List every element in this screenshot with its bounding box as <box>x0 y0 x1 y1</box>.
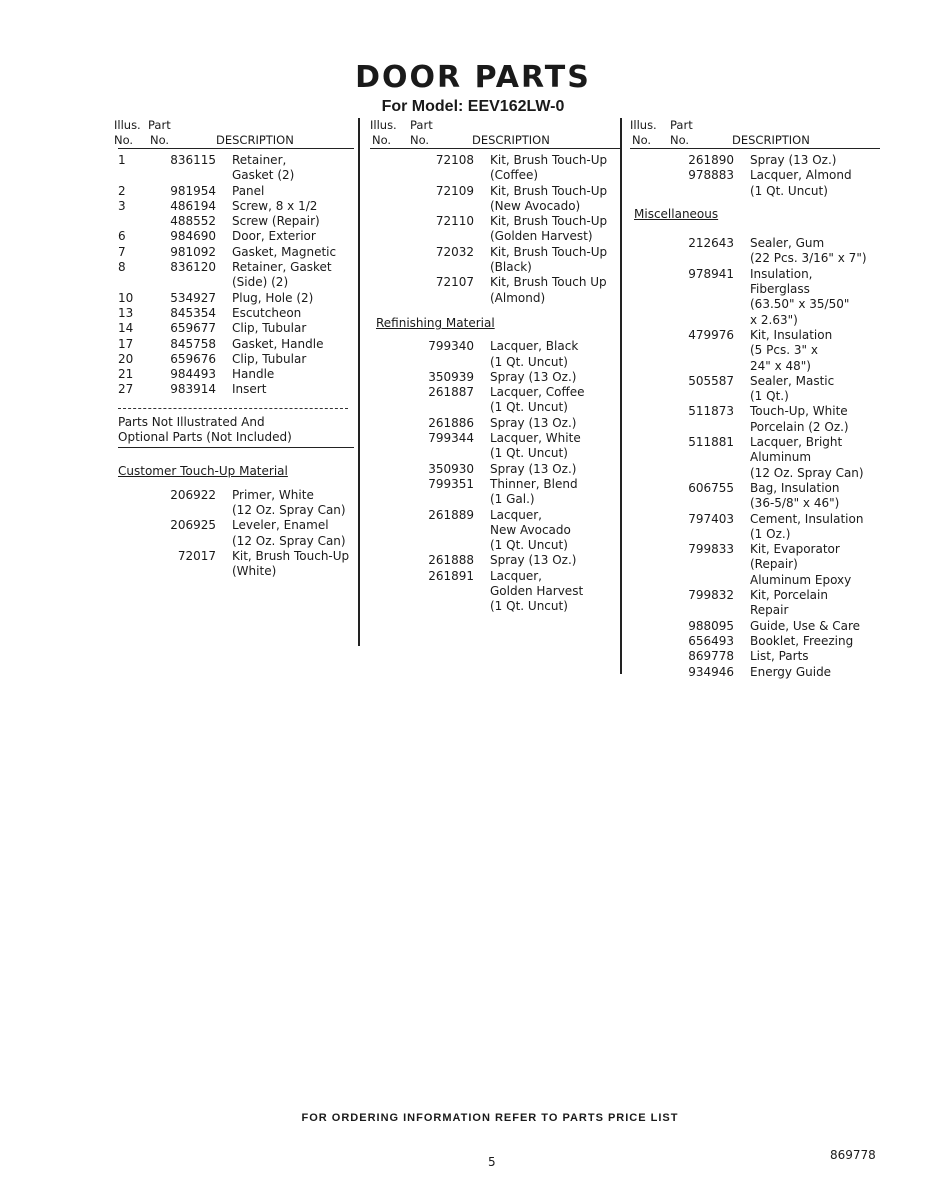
part-description: Gasket, Magnetic <box>232 244 337 259</box>
part-number: 984690 <box>170 229 216 244</box>
parts-row <box>118 245 354 260</box>
illus-header: Illus. <box>630 118 657 132</box>
part-number: 261886 <box>428 415 474 430</box>
part-number: 799344 <box>428 431 474 446</box>
part-description: Kit, Porcelain Repair <box>750 588 828 618</box>
illus-number: 17 <box>118 336 134 351</box>
illus-header: Illus. <box>370 118 397 132</box>
parts-row <box>370 477 620 508</box>
illus-no-header: No. <box>632 133 652 147</box>
description-header: DESCRIPTION <box>732 133 810 147</box>
part-description: Clip, Tubular <box>232 351 307 366</box>
part-number: 799340 <box>428 339 474 354</box>
illus-number: 7 <box>118 244 126 259</box>
illus-number: 8 <box>118 260 126 275</box>
parts-row <box>630 542 880 588</box>
section-title-miscellaneous: Miscellaneous <box>634 206 719 221</box>
parts-row <box>630 634 880 649</box>
part-header: Part <box>410 118 433 132</box>
part-number: 534927 <box>170 290 216 305</box>
parts-column-3 <box>630 118 880 680</box>
part-no-header: No. <box>410 133 430 147</box>
part-number: 659676 <box>170 351 216 366</box>
part-number: 978941 <box>688 266 734 281</box>
parts-row <box>370 245 620 276</box>
part-description: Door, Exterior <box>232 229 316 244</box>
description-header: DESCRIPTION <box>216 133 294 147</box>
parts-row <box>630 267 880 328</box>
part-description: Kit, Evaporator (Repair) Aluminum Epoxy <box>750 542 852 587</box>
parts-row <box>118 337 354 352</box>
parts-row <box>630 374 880 405</box>
part-description: Cement, Insulation (1 Oz.) <box>750 511 864 541</box>
part-number: 845758 <box>170 336 216 351</box>
part-number: 511881 <box>688 435 734 450</box>
section-title-touch-up: Customer Touch-Up Material <box>118 464 288 479</box>
parts-row <box>370 184 620 215</box>
part-description: Retainer, Gasket (Side) (2) <box>232 260 332 290</box>
parts-row <box>630 512 880 543</box>
parts-column-1 <box>114 118 354 579</box>
parts-row <box>118 199 354 214</box>
model-subtitle: For Model: EEV162LW-0 <box>381 98 565 115</box>
note-line-2: Optional Parts (Not Included) <box>118 430 354 448</box>
part-description: Guide, Use & Care <box>750 618 861 633</box>
part-description: Retainer, Gasket (2) <box>232 153 295 183</box>
parts-row <box>118 229 354 244</box>
illus-number: 21 <box>118 367 134 382</box>
part-description: Plug, Hole (2) <box>232 290 314 305</box>
part-description: Insulation, Fiberglass (63.50" x 35/50" x 2.63") <box>750 266 850 327</box>
part-number: 836120 <box>170 260 216 275</box>
part-number: 799833 <box>688 542 734 557</box>
part-number: 72017 <box>177 548 216 563</box>
part-number: 934946 <box>688 664 734 679</box>
parts-list <box>118 153 354 398</box>
parts-list <box>370 153 620 306</box>
parts-row <box>370 569 620 615</box>
part-number: 72108 <box>435 153 474 167</box>
part-number: 869778 <box>688 649 734 664</box>
part-number: 511873 <box>688 404 734 419</box>
parts-row <box>118 549 354 580</box>
part-number: 845354 <box>170 305 216 320</box>
part-description: Lacquer, New Avocado (1 Qt. Uncut) <box>490 507 571 553</box>
part-number: 836115 <box>170 153 216 167</box>
parts-row <box>118 352 354 367</box>
section-title-refinishing: Refinishing Material <box>376 315 495 330</box>
part-number: 984493 <box>170 367 216 382</box>
column-header-top <box>370 118 620 133</box>
part-header: Part <box>670 118 693 132</box>
parts-row <box>630 481 880 512</box>
column-header-bottom <box>114 133 354 149</box>
part-description: Lacquer, Golden Harvest (1 Qt. Uncut) <box>490 568 584 614</box>
part-number: 72110 <box>435 214 474 229</box>
part-number: 981092 <box>170 244 216 259</box>
parts-row <box>118 291 354 306</box>
parts-row <box>630 236 880 267</box>
part-number: 659677 <box>170 321 216 336</box>
part-number: 72032 <box>435 244 474 259</box>
part-description: Insert <box>232 382 267 397</box>
part-no-header: No. <box>150 133 170 147</box>
description-header: DESCRIPTION <box>472 133 550 147</box>
parts-row <box>630 328 880 374</box>
column-divider-2 <box>620 118 622 674</box>
part-description: Thinner, Blend (1 Gal.) <box>490 476 578 507</box>
part-number: 488552 <box>170 214 216 229</box>
parts-row <box>630 404 880 435</box>
parts-row <box>630 588 880 619</box>
parts-row <box>118 488 354 519</box>
document-number: 869778 <box>830 1148 876 1162</box>
part-number: 981954 <box>170 183 216 198</box>
miscellaneous-list <box>630 236 880 680</box>
part-description: Spray (13 Oz.) <box>490 461 577 476</box>
part-number: 656493 <box>688 633 734 648</box>
part-description: Lacquer, Coffee (1 Qt. Uncut) <box>490 385 585 415</box>
parts-row <box>370 370 620 385</box>
part-description: Escutcheon <box>232 305 302 320</box>
part-description: Screw, 8 x 1/2 <box>232 198 318 213</box>
parts-row <box>630 619 880 634</box>
part-number: 261887 <box>428 385 474 400</box>
part-description: Booklet, Freezing <box>750 633 854 648</box>
parts-row <box>370 416 620 431</box>
part-description: Lacquer, White (1 Qt. Uncut) <box>490 431 581 461</box>
part-description: Bag, Insulation (36-5/8" x 46") <box>750 480 840 511</box>
illus-number: 13 <box>118 305 134 320</box>
part-description: Leveler, Enamel (12 Oz. Spray Can) <box>232 518 346 548</box>
parts-row <box>370 339 620 370</box>
column-divider-1 <box>358 118 360 646</box>
illus-number: 20 <box>118 351 134 366</box>
part-number: 486194 <box>170 198 216 213</box>
part-number: 206922 <box>170 487 216 502</box>
touch-up-list <box>118 488 354 580</box>
parts-column-2 <box>370 118 620 615</box>
part-description: List, Parts <box>750 649 809 664</box>
part-description: Sealer, Gum (22 Pcs. 3/16" x 7") <box>750 236 867 266</box>
part-description: Panel <box>232 183 265 198</box>
illus-number: 27 <box>118 382 134 397</box>
part-description: Clip, Tubular <box>232 321 307 336</box>
part-description: Spray (13 Oz.) <box>490 553 577 568</box>
part-description: Handle <box>232 367 275 382</box>
part-description: Lacquer, Almond (1 Qt. Uncut) <box>750 168 852 198</box>
part-number: 261888 <box>428 553 474 568</box>
part-description: Kit, Insulation (5 Pcs. 3" x 24" x 48") <box>750 327 833 373</box>
page-title: DOOR PARTS <box>355 60 591 95</box>
illus-number: 10 <box>118 290 134 305</box>
part-description: Kit, Brush Touch-Up (Golden Harvest) <box>490 214 608 244</box>
column-header-bottom <box>370 133 620 149</box>
illus-header: Illus. <box>114 118 141 132</box>
parts-row <box>118 321 354 336</box>
parts-row <box>370 553 620 568</box>
part-no-header: No. <box>670 133 690 147</box>
page-number: 5 <box>488 1155 496 1169</box>
part-number: 261889 <box>428 507 474 522</box>
part-number: 261891 <box>428 568 474 583</box>
refinishing-list <box>370 339 620 614</box>
column-header-top <box>114 118 354 133</box>
parts-row <box>370 431 620 462</box>
parts-list <box>630 153 880 199</box>
illus-number: 6 <box>118 229 126 244</box>
part-number: 212643 <box>688 236 734 251</box>
part-description: Kit, Brush Touch-Up (Coffee) <box>490 153 608 183</box>
part-number: 479976 <box>688 327 734 342</box>
part-description: Gasket, Handle <box>232 336 324 351</box>
parts-row <box>370 385 620 416</box>
parts-row <box>370 275 620 306</box>
parts-row <box>370 508 620 554</box>
part-description: Screw (Repair) <box>232 214 320 229</box>
ordering-footer: FOR ORDERING INFORMATION REFER TO PARTS PRICE LIST <box>301 1112 679 1124</box>
illus-number: 1 <box>118 153 126 167</box>
part-number: 799832 <box>688 588 734 603</box>
part-description: Kit, Brush Touch-Up (Black) <box>490 244 608 275</box>
parts-row <box>118 518 354 549</box>
parts-row <box>630 435 880 481</box>
part-number: 350930 <box>428 461 474 476</box>
column-header-top <box>630 118 880 133</box>
parts-row <box>630 153 880 168</box>
note-line-1: Parts Not Illustrated And <box>118 414 265 429</box>
illus-number: 14 <box>118 321 134 336</box>
part-number: 988095 <box>688 618 734 633</box>
parts-row <box>118 260 354 291</box>
part-number: 978883 <box>688 168 734 183</box>
part-number: 799351 <box>428 476 474 491</box>
illus-number: 2 <box>118 183 126 198</box>
illus-no-header: No. <box>372 133 392 147</box>
part-description: Lacquer, Black (1 Qt. Uncut) <box>490 339 579 369</box>
parts-row <box>370 214 620 245</box>
part-number: 206925 <box>170 518 216 533</box>
parts-row <box>118 382 354 397</box>
parts-row <box>630 649 880 664</box>
illus-no-header: No. <box>114 133 134 147</box>
parts-row <box>118 153 354 184</box>
part-description: Kit, Brush Touch Up (Almond) <box>490 275 607 305</box>
part-description: Kit, Brush Touch-Up (White) <box>232 548 350 579</box>
part-number: 350939 <box>428 369 474 384</box>
part-description: Touch-Up, White Porcelain (2 Oz.) <box>750 404 849 434</box>
illus-number: 3 <box>118 198 126 213</box>
part-number: 72109 <box>435 183 474 198</box>
parts-row <box>118 367 354 382</box>
part-description: Spray (13 Oz.) <box>490 415 577 430</box>
part-header: Part <box>148 118 171 132</box>
parts-row <box>118 184 354 199</box>
column-header-bottom <box>630 133 880 149</box>
part-description: Primer, White (12 Oz. Spray Can) <box>232 487 346 517</box>
part-description: Lacquer, Bright Aluminum (12 Oz. Spray Can) <box>750 435 864 480</box>
part-description: Spray (13 Oz.) <box>750 153 837 167</box>
part-number: 797403 <box>688 511 734 526</box>
parts-row <box>370 462 620 477</box>
part-number: 983914 <box>170 382 216 397</box>
part-number: 72107 <box>435 275 474 290</box>
part-description: Energy Guide <box>750 664 832 679</box>
parts-row <box>630 168 880 199</box>
part-description: Spray (13 Oz.) <box>490 369 577 384</box>
parts-row <box>118 306 354 321</box>
dashed-divider <box>118 408 348 409</box>
part-number: 505587 <box>688 373 734 388</box>
parts-row <box>630 665 880 680</box>
part-number: 261890 <box>688 153 734 167</box>
part-description: Sealer, Mastic (1 Qt.) <box>750 373 835 404</box>
part-description: Kit, Brush Touch-Up (New Avocado) <box>490 183 608 213</box>
parts-row <box>118 214 354 229</box>
parts-row <box>370 153 620 184</box>
part-number: 606755 <box>688 480 734 495</box>
